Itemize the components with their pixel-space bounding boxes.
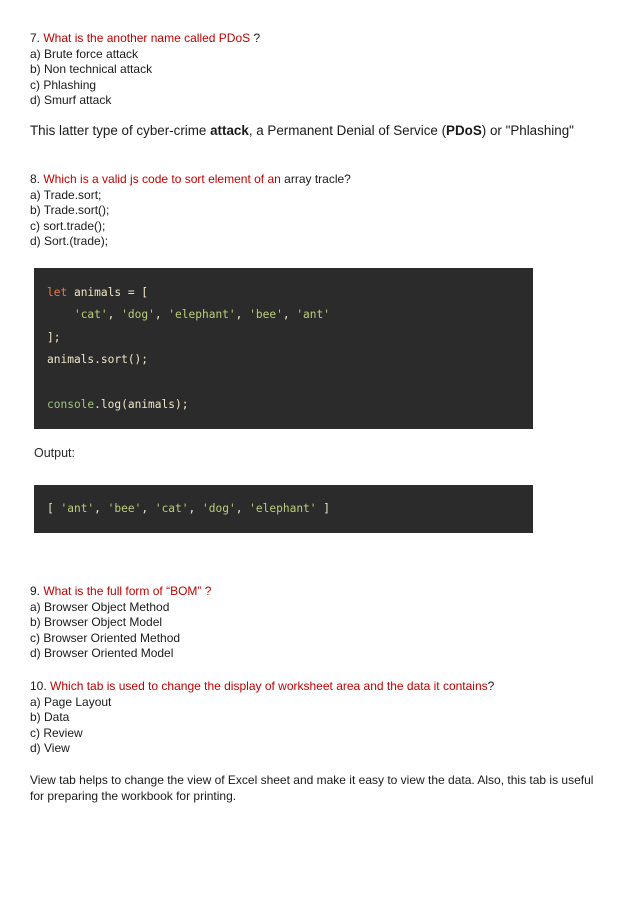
code-indent: [47, 308, 74, 321]
option-d: d) View: [30, 741, 70, 756]
option-c: c) Browser Oriented Method: [30, 630, 181, 645]
option-d: d) Sort.(trade);: [30, 234, 109, 249]
question-10: [30, 679, 494, 757]
code-text: ];: [47, 331, 61, 344]
question-prompt: What is the full form of “BOM” ?: [43, 584, 212, 598]
option-d: d) Smurf attack: [30, 93, 112, 108]
code-text: [: [47, 502, 61, 515]
code-sep: ,: [141, 502, 155, 515]
question-prompt: Which is a valid js code to sort element of an: [43, 172, 281, 186]
code-string: 'bee': [107, 502, 142, 515]
output-line: [47, 502, 330, 515]
code-sep: ,: [188, 502, 202, 515]
question-10-text: [30, 679, 494, 695]
code-console: console: [47, 398, 95, 411]
code-text: animals.sort();: [47, 353, 149, 366]
option-b: b) Data: [30, 710, 70, 725]
code-block: [34, 268, 533, 429]
explanation-10: View tab helps to change the view of Excel sheet and make it easy to view the data. Also, this tab is useful for preparing the workbook for printing.: [30, 773, 594, 803]
question-7: [30, 31, 260, 109]
code-line-4: [47, 353, 148, 366]
code-string: 'elephant': [168, 308, 236, 321]
explanation-text: , a Permanent Denial of Service (: [248, 123, 447, 138]
code-line-5: [47, 398, 188, 411]
option-a: a) Browser Object Method: [30, 599, 170, 614]
option-a: a) Trade.sort;: [30, 187, 102, 202]
question-prompt: Which tab is used to change the display of worksheet area and the data it contains: [50, 679, 488, 693]
option-a: a) Brute force attack: [30, 46, 139, 61]
question-prompt: What is the another name called PDoS: [43, 31, 251, 45]
explanation-7: [30, 123, 574, 138]
code-sep: ,: [154, 308, 169, 321]
option-d: d) Browser Oriented Model: [30, 646, 174, 661]
code-sep: ,: [94, 502, 108, 515]
option-a: a) Page Layout: [30, 694, 112, 709]
code-sep: ,: [235, 308, 250, 321]
code-sep: ,: [235, 502, 250, 515]
code-string: 'ant': [296, 308, 330, 321]
code-string: 'dog': [202, 502, 236, 515]
question-number: 9.: [30, 584, 41, 598]
code-string: 'cat': [154, 502, 189, 515]
option-b: b) Non technical attack: [30, 62, 153, 77]
explanation-bold: attack: [210, 123, 249, 138]
option-c: c) sort.trade();: [30, 218, 106, 233]
option-c: c) Phlashing: [30, 77, 97, 92]
code-string: 'dog': [121, 308, 155, 321]
code-line-2: [47, 308, 330, 321]
code-line-1: [47, 286, 148, 299]
question-9-text: [30, 584, 211, 600]
question-suffix: ?: [487, 679, 495, 693]
question-8: [30, 172, 351, 250]
code-text: animals = [: [67, 286, 149, 299]
explanation-text: This latter type of cyber-crime: [30, 123, 211, 138]
question-number: 7.: [30, 31, 41, 45]
code-string: 'elephant': [249, 502, 317, 515]
question-number: 10.: [30, 679, 47, 693]
question-8-text: [30, 172, 351, 188]
code-sep: ,: [282, 308, 297, 321]
output-block: [34, 485, 533, 533]
code-string: 'cat': [73, 308, 108, 321]
question-number: 8.: [30, 172, 41, 186]
explanation-text: ) or "Phlashing": [481, 123, 574, 138]
question-suffix: array tracle?: [280, 172, 351, 186]
code-text: .log(animals);: [94, 398, 189, 411]
code-string: 'ant': [60, 502, 95, 515]
output-label: Output:: [34, 446, 75, 460]
option-b: b) Trade.sort();: [30, 203, 110, 218]
question-suffix: ?: [253, 31, 261, 45]
question-7-text: [30, 31, 260, 47]
question-9: [30, 584, 211, 662]
option-b: b) Browser Object Model: [30, 615, 163, 630]
code-sep: ,: [107, 308, 122, 321]
code-text: ]: [316, 502, 331, 515]
code-line-3: [47, 331, 60, 344]
code-string: 'bee': [249, 308, 283, 321]
option-c: c) Review: [30, 725, 83, 740]
code-keyword: let: [47, 286, 68, 299]
explanation-bold: PDoS: [446, 123, 482, 138]
